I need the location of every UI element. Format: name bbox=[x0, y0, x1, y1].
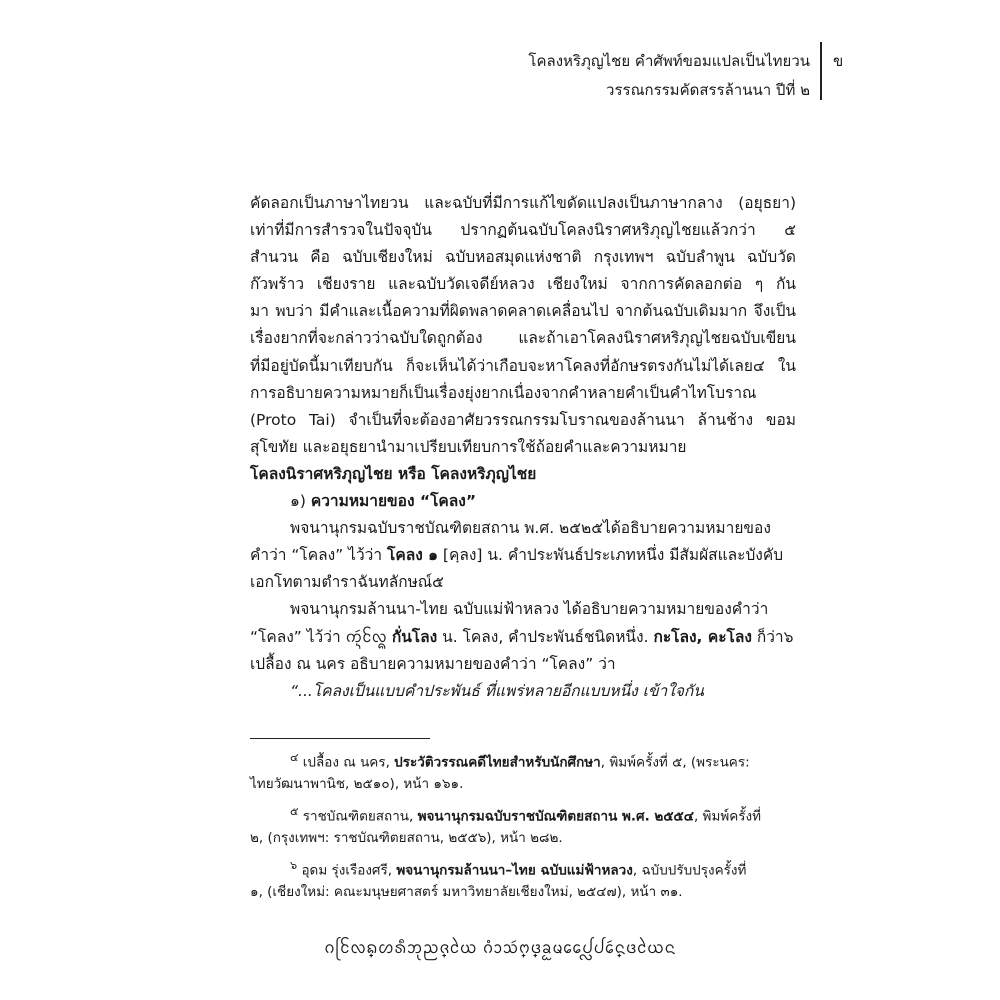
text-run: น. โคลง, คำประพันธ์ชนิดหนึ่ง. bbox=[437, 627, 654, 646]
subheading-number: ๑) bbox=[290, 492, 311, 511]
body-line: เท่าที่มีการสำรวจในปัจจุบัน ปรากฏต้นฉบับโคลงนิราศหริภุญไชยแล้วกว่า ๕ bbox=[250, 221, 796, 240]
body-line: มา พบว่า มีคำและเนื้อความที่ผิดพลาดคลาดเคลื่อนไป จากต้นฉบับเดิมมาก จึงเป็น bbox=[250, 302, 796, 321]
text-run: เปลื้อง ณ นคร, bbox=[298, 754, 395, 771]
footnote-5-line2: ๒, (กรุงเทพฯ: ราชบัณฑิตยสถาน, ๒๕๕๖), หน้า ๒๘๒. bbox=[250, 830, 563, 846]
header-title-line2: วรรณกรรมคัดสรรล้านนา ปีที่ ๒ bbox=[606, 81, 810, 99]
body-line: พจนานุกรมล้านนา-ไทย ฉบับแม่ฟ้าหลวง ได้อธิบายความหมายของคำว่า bbox=[290, 600, 769, 619]
body-line: เอกโทตามตำราฉันทลักษณ์๕ bbox=[250, 573, 444, 592]
headword: กั่นโลง bbox=[391, 627, 438, 646]
footnote-title: ประวัติวรรณคดีไทยสำหรับนักศึกษา bbox=[394, 754, 601, 771]
headword: โคลง ๑ bbox=[387, 546, 438, 565]
body-line: สุโขทัย และอยุธยานำมาเปรียบเทียบการใช้ถ้อยคำและความหมาย bbox=[250, 437, 687, 456]
footnote-mark: ๖ bbox=[290, 859, 298, 872]
footnote-title: พจนานุกรมล้านนา–ไทย ฉบับแม่ฟ้าหลวง bbox=[396, 862, 633, 879]
headword-variants: กะโลง, คะโลง bbox=[653, 627, 752, 646]
body-line: คัดลอกเป็นภาษาไทยวน และฉบับที่มีการแก้ไขดัดแปลงเป็นภาษากลาง (อยุธยา) bbox=[250, 194, 796, 212]
section-heading: โคลงนิราศหริภุญไชย หรือ โคลงหริภุญไชย bbox=[250, 464, 537, 483]
footnote-5-line1 bbox=[250, 798, 796, 825]
footnote-6-line2: ๑, (เชียงใหม่: คณะมนุษยศาสตร์ มหาวิทยาลัยเชียงใหม่, ๒๕๔๗), หน้า ๓๑. bbox=[250, 884, 683, 900]
body-line bbox=[250, 542, 796, 569]
text-run: ก็ว่า๖ bbox=[751, 627, 794, 646]
subheading bbox=[250, 488, 796, 515]
footnotes bbox=[250, 744, 796, 906]
footnote-mark: ๕ bbox=[290, 805, 299, 818]
main-text bbox=[250, 190, 796, 705]
footnote-4-line1 bbox=[250, 744, 796, 771]
text-run: , พิมพ์ครั้งที่ bbox=[693, 808, 762, 825]
header-divider bbox=[820, 42, 822, 100]
quote-line: “...โคลงเป็นแบบคำประพันธ์ ที่แพร่หลายอีกแบบหนึ่ง เข้าใจกัน bbox=[290, 681, 704, 700]
footnote-4-line2: ไทยวัฒนาพานิช, ๒๕๑๐), หน้า ๑๖๑. bbox=[250, 776, 464, 792]
body-line: พจนานุกรมฉบับราชบัณฑิตยสถาน พ.ศ. ๒๕๒๕ได้อธิบายความหมายของ bbox=[290, 519, 771, 538]
page-number: ข bbox=[833, 52, 844, 70]
text-run: “โคลง” ไว้ว่า ᨠᩢ᩠ᨶᩰᩃ᩠ᨦ bbox=[250, 627, 392, 646]
body-line: (Proto Tai) จำเป็นที่จะต้องอาศัยวรรณกรรมโบราณของล้านนา ล้านช้าง ขอม bbox=[250, 410, 796, 429]
body-line: เรื่องยากที่จะกล่าวว่าฉบับใดถูกต้อง และถ้าเอาโคลงนิราศหริภุญไชยฉบับเขียน bbox=[250, 329, 796, 348]
body-line: การอธิบายความหมายก็เป็นเรื่องยุ่งยากเนื่องจากคำหลายคำเป็นคำไทโบราณ bbox=[250, 383, 757, 402]
footnote-mark: ๔ bbox=[290, 751, 299, 764]
footnote-divider bbox=[250, 738, 430, 739]
footer-lanna-script: ᨣᩕᩰᩃ᩠ᨦᩉᩁᩥᨽᩩᨬ᩠ᨩᩱᨿ ᨣᩴᩣᩈᩢ᩠ᨻ᩠ᨴᨡᩬᨾᩯᨸᩖᨸᩮᩢ᩠ᨶᨴᩱᨿᨶ bbox=[324, 938, 676, 957]
footnote-title: พจนานุกรมฉบับราชบัณฑิตยสถาน พ.ศ. ๒๕๕๔ bbox=[417, 808, 694, 825]
text-run: , ฉบับปรับปรุงครั้งที่ bbox=[632, 862, 747, 879]
subheading-text: ความหมายของ “โคลง” bbox=[310, 492, 477, 511]
body-line: สำนวน คือ ฉบับเชียงใหม่ ฉบับหอสมุดแห่งชาติ กรุงเทพฯ ฉบับลำพูน ฉบับวัด bbox=[250, 248, 796, 267]
footnote-6-line1 bbox=[250, 852, 796, 879]
text-run: ราชบัณฑิตยสถาน, bbox=[298, 808, 418, 825]
text-run: อุดม รุ่งเรืองศรี, bbox=[297, 862, 397, 879]
running-header bbox=[0, 42, 1000, 102]
body-line bbox=[250, 624, 796, 651]
header-title-line1: โคลงหริภุญไชย คำศัพท์ขอมแปลเป็นไทยวน bbox=[528, 52, 810, 70]
text-run: [คฺลง] น. คำประพันธ์ประเภทหนึ่ง มีสัมผัสและบังคับ bbox=[438, 546, 784, 565]
body-line: เปลื้อง ณ นคร อธิบายความหมายของคำว่า “โคลง” ว่า bbox=[250, 654, 616, 673]
body-line: ก๊วพร้าว เชียงราย และฉบับวัดเจดีย์หลวง เชียงใหม่ จากการคัดลอกต่อ ๆ กัน bbox=[250, 275, 796, 294]
text-run: คำว่า “โคลง” ไว้ว่า bbox=[250, 546, 387, 565]
body-line: ที่มีอยู่บัดนี้มาเทียบกัน ก็จะเห็นได้ว่าเกือบจะหาโคลงที่อักษรตรงกันไม่ได้เลย๔ ใน bbox=[250, 356, 796, 375]
text-run: , พิมพ์ครั้งที่ ๕, (พระนคร: bbox=[600, 754, 750, 771]
